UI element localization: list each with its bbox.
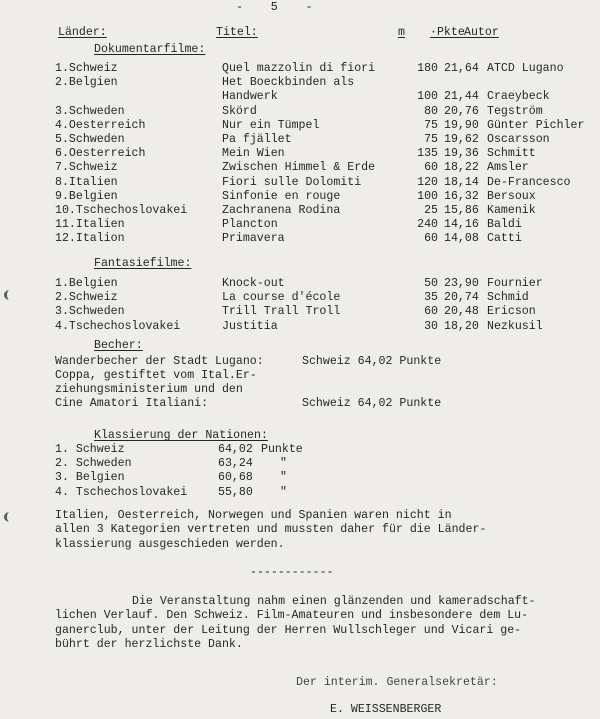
fantasy-heading: Fantasiefilme:: [94, 257, 192, 270]
row-meters: 80: [424, 104, 438, 118]
page-number: - 5 -: [236, 1, 313, 14]
row-points: 19,90: [444, 118, 479, 132]
nation-points: 64,02: [218, 443, 253, 456]
closing-line: bührt der herzlichste Dank.: [55, 638, 243, 651]
row-author: Catti: [487, 232, 522, 246]
row-points: 20,76: [444, 104, 479, 118]
row-title: Sinfonie en rouge: [222, 189, 341, 203]
cup-line: ziehungsministerium und den: [55, 383, 243, 396]
row-meters: 35: [424, 291, 438, 305]
nation-points: 63,24: [218, 457, 253, 471]
row-title: Trill Trall Troll: [222, 305, 341, 319]
row-country: 12.Italion: [55, 232, 125, 246]
nation-unit: ": [280, 471, 287, 485]
row-author: Schmid: [487, 291, 529, 305]
cup-winner: Schweiz 64,02 Punkte: [302, 397, 442, 410]
row-country: 4.Tschechoslovakei: [55, 319, 181, 333]
nation-points: 60,68: [218, 471, 253, 485]
nation-name: 4. Tschechoslovakei: [55, 485, 188, 499]
row-meters: 30: [424, 319, 438, 333]
row-country: 6.Oesterreich: [55, 147, 146, 161]
row-points: 18,20: [444, 319, 479, 333]
row-title: Pa fjället: [222, 133, 292, 146]
row-points: 14,16: [444, 218, 479, 232]
row-meters: 100: [417, 90, 438, 104]
row-points: 14,08: [444, 232, 479, 246]
row-author: De-Francesco: [487, 175, 571, 189]
row-country: 10.Tschechoslovakei: [55, 204, 188, 217]
row-author: Fournier: [487, 277, 543, 290]
row-title: Knock-out: [222, 277, 285, 290]
row-country: 2.Belgien: [55, 76, 118, 90]
cup-line: Cine Amatori Italiani:: [55, 397, 209, 410]
row-title: Skörd: [222, 104, 257, 118]
row-meters: 25: [424, 204, 438, 217]
row-points: 18,22: [444, 161, 479, 175]
row-title: Nur ein Tümpel: [222, 118, 320, 132]
nation-points: 55,80: [218, 485, 253, 499]
row-country: 3.Schweden: [55, 305, 125, 319]
row-meters: 120: [417, 175, 438, 189]
row-author: Tegström: [487, 104, 543, 118]
row-author: Nezkusil: [487, 319, 543, 333]
separator: ------------: [250, 566, 334, 579]
row-meters: 100: [417, 189, 438, 203]
note-line: allen 3 Kategorien vertreten und mussten daher für die Länder-: [55, 523, 487, 536]
row-author: Günter Pichler: [487, 118, 585, 132]
header-title: Titel:: [216, 26, 258, 39]
row-meters: 60: [424, 305, 438, 319]
row-author: ATCD Lugano: [487, 62, 564, 75]
row-country: 5.Schweden: [55, 133, 125, 146]
row-meters: 60: [424, 161, 438, 175]
row-points: 15,86: [444, 204, 479, 217]
nation-name: 1. Schweiz: [55, 443, 125, 456]
signature-name: E. WEISSENBERGER: [330, 703, 442, 716]
nation-unit: Punkte: [261, 443, 303, 456]
closing-line: lichen Verlauf. Den Schweiz. Film-Amateuren und insbesondere dem Lu-: [55, 609, 529, 622]
closing-line: ganerclub, unter der Leitung der Herren Wullschleger und Vicari ge-: [55, 624, 522, 637]
signature-role: Der interim. Generalsekretär:: [296, 676, 498, 689]
row-title: Het Boeckbinden als: [222, 76, 355, 90]
documentary-heading: Dokumentarfilme:: [94, 43, 206, 56]
row-country: 3.Schweden: [55, 104, 125, 118]
row-title-cont: Handwerk: [222, 90, 278, 104]
row-author: Schmitt: [487, 147, 536, 161]
row-meters: 75: [424, 118, 438, 132]
nation-name: 3. Belgien: [55, 471, 125, 485]
row-title: Primavera: [222, 232, 285, 246]
row-points: 20,74: [444, 291, 479, 305]
closing-line: Die Veranstaltung nahm einen glänzenden und kameradschaft-: [132, 595, 536, 608]
row-country: 7.Schweiz: [55, 161, 118, 175]
note-line: klassierung ausgeschieden werden.: [55, 538, 285, 551]
row-points: 16,32: [444, 189, 479, 203]
punch-hole-mark: [4, 512, 15, 522]
row-country: 1.Schweiz: [55, 62, 118, 75]
row-points: 20,48: [444, 305, 479, 319]
row-points: 23,90: [444, 277, 479, 290]
nation-unit: ": [280, 457, 287, 471]
row-title: La course d'école: [222, 291, 341, 305]
row-meters: 60: [424, 232, 438, 246]
row-points: 19,62: [444, 133, 479, 146]
row-points: 21,44: [444, 90, 479, 104]
cup-line: Coppa, gestiftet vom Ital.Er-: [55, 369, 257, 382]
row-meters: 180: [417, 62, 438, 75]
row-author: Baldi: [487, 218, 522, 232]
row-meters: 135: [417, 147, 438, 161]
row-title: Plancton: [222, 218, 278, 232]
row-title: Quel mazzolin di fiori: [222, 62, 376, 75]
cup-winner: Schweiz 64,02 Punkte: [302, 355, 442, 368]
row-country: 8.Italien: [55, 175, 118, 189]
row-title: Zachranena Rodina: [222, 204, 341, 217]
row-author: Oscarsson: [487, 133, 550, 146]
nation-unit: ": [280, 485, 287, 499]
row-title: Zwischen Himmel & Erde: [222, 161, 376, 175]
row-points: 18,14: [444, 175, 479, 189]
row-meters: 75: [424, 133, 438, 146]
row-author: Amsler: [487, 161, 529, 175]
cup-line: Wanderbecher der Stadt Lugano:: [55, 355, 264, 368]
row-country: 4.Oesterreich: [55, 118, 146, 132]
header-country: Länder:: [58, 26, 107, 39]
row-points: 19,36: [444, 147, 479, 161]
row-meters: 50: [424, 277, 438, 290]
row-author: Kamenik: [487, 204, 536, 217]
row-author: Craeybeck: [487, 90, 550, 104]
row-country: 2.Schweiz: [55, 291, 118, 305]
row-author: Ericson: [487, 305, 536, 319]
row-country: 1.Belgien: [55, 277, 118, 290]
row-author: Bersoux: [487, 189, 536, 203]
nations-heading: Klassierung der Nationen:: [94, 429, 268, 442]
row-country: 9.Belgien: [55, 189, 118, 203]
row-title: Justitia: [222, 319, 278, 333]
nation-name: 2. Schweden: [55, 457, 132, 471]
header-author: Autor: [464, 26, 499, 39]
header-points: ·Pkte: [430, 26, 465, 39]
row-points: 21,64: [444, 62, 479, 75]
row-country: 11.Italien: [55, 218, 125, 232]
punch-hole-mark: [4, 290, 15, 300]
note-line: Italien, Oesterreich, Norwegen und Spanien waren nicht in: [55, 509, 452, 522]
row-meters: 240: [417, 218, 438, 232]
header-m: m: [398, 26, 405, 39]
cups-heading: Becher:: [94, 339, 143, 352]
row-title: Mein Wien: [222, 147, 285, 161]
row-title: Fiori sulle Dolomiti: [222, 175, 362, 189]
